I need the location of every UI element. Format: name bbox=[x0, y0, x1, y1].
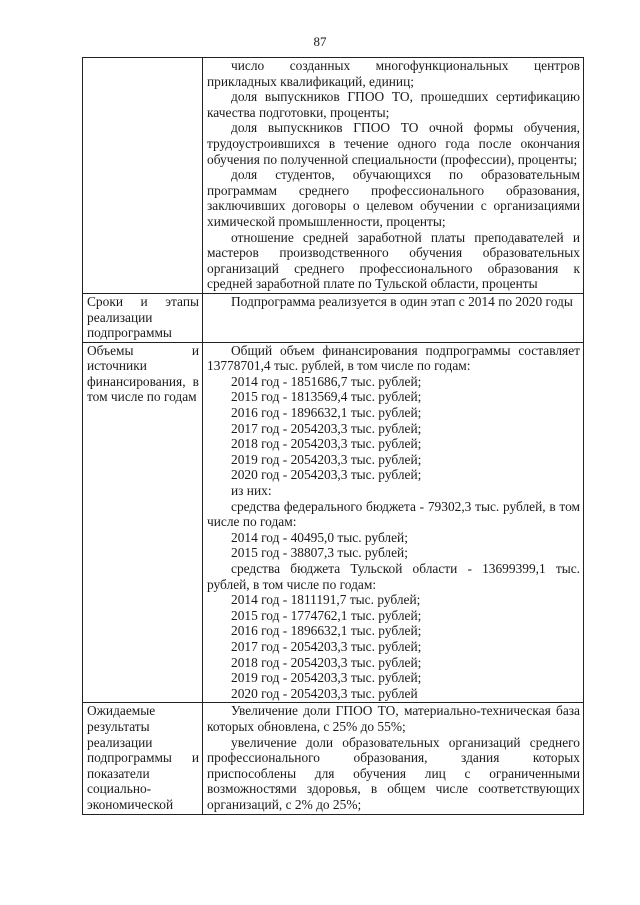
result-paragraph: Увеличение доли ГПОО ТО, материально-техническая база которых обновлена, с 25% до 55%; bbox=[207, 703, 580, 734]
of-them-label: из них: bbox=[231, 483, 272, 499]
year-line: 2016 год - 1896632,1 тыс. рублей; bbox=[231, 405, 422, 421]
year-line: 2019 год - 2054203,3 тыс. рублей; bbox=[231, 451, 422, 467]
table-row bbox=[83, 342, 584, 703]
terms-cell bbox=[203, 293, 584, 342]
indicator-paragraph: доля студентов, обучающихся по образовательным программам среднего профессионального образования, заключивших договоры о целевом обучении с организациями химической промышленности, проценты; bbox=[207, 167, 580, 229]
page-number: 87 bbox=[313, 34, 327, 49]
year-line: 2015 год - 1813569,4 тыс. рублей; bbox=[231, 389, 422, 405]
year-line: 2018 год - 2054203,3 тыс. рублей; bbox=[231, 436, 422, 452]
indicators-cell bbox=[203, 58, 584, 294]
result-paragraph: увеличение доли образовательных организаций среднего профессионального образования, здания которых приспособлены для обучения лиц с ограниченными возможностями здоровья, в общем числе соответствующих организаций, с 2% до 25%; bbox=[207, 734, 580, 812]
year-line: 2017 год - 2054203,3 тыс. рублей; bbox=[231, 638, 422, 654]
year-line: 2014 год - 1851686,7 тыс. рублей; bbox=[231, 373, 422, 389]
financing-total: Общий объем финансирования подпрограммы составляет 13778701,4 тыс. рублей, в том числе по годам: bbox=[207, 342, 580, 374]
year-line: 2020 год - 2054203,3 тыс. рублей bbox=[231, 685, 418, 701]
row-label-financing: Объемы и источники финансирования, в том числе по годам bbox=[83, 342, 203, 703]
table-row bbox=[83, 58, 584, 294]
table-row bbox=[83, 293, 584, 342]
row-label-empty bbox=[83, 58, 203, 294]
financing-cell bbox=[203, 342, 584, 703]
year-line: 2018 год - 2054203,3 тыс. рублей; bbox=[231, 654, 422, 670]
year-line: 2014 год - 1811191,7 тыс. рублей; bbox=[231, 592, 421, 608]
row-label-results: Ожидаемые результаты реализации подпрограммы и показатели социально-экономической bbox=[83, 703, 203, 814]
passport-table bbox=[82, 57, 584, 815]
year-line: 2016 год - 1896632,1 тыс. рублей; bbox=[231, 623, 422, 639]
table-row bbox=[83, 703, 584, 814]
indicator-paragraph: отношение средней заработной платы преподавателей и мастеров производственного обучения образовательных организаций среднего профессионального образования к средней заработной плате по Тульской области, проценты bbox=[207, 229, 580, 292]
regional-budget-paragraph: средства бюджета Тульской области - 13699399,1 тыс. рублей, в том числе по годам: bbox=[207, 561, 580, 592]
year-line: 2015 год - 1774762,1 тыс. рублей; bbox=[231, 607, 422, 623]
results-cell bbox=[203, 703, 584, 814]
indicator-paragraph: доля выпускников ГПОО ТО очной формы обучения, трудоустроившихся в течение одного года после окончания обучения по полученной специальности (профессии), проценты; bbox=[207, 120, 580, 167]
terms-paragraph: Подпрограмма реализуется в один этап с 2014 по 2020 годы bbox=[231, 293, 573, 309]
year-line: 2019 год - 2054203,3 тыс. рублей; bbox=[231, 670, 422, 686]
indicator-paragraph: число созданных многофункциональных центров прикладных квалификаций, единиц; bbox=[207, 58, 580, 89]
year-line: 2017 год - 2054203,3 тыс. рублей; bbox=[231, 420, 422, 436]
indicator-paragraph: доля выпускников ГПОО ТО, прошедших сертификацию качества подготовки, проценты; bbox=[207, 89, 580, 120]
federal-budget-paragraph: средства федерального бюджета - 79302,3 тыс. рублей, в том числе по годам: bbox=[207, 498, 580, 530]
row-label-terms: Сроки и этапы реализации подпрограммы bbox=[83, 293, 203, 342]
year-line: 2014 год - 40495,0 тыс. рублей; bbox=[231, 529, 408, 545]
year-line: 2020 год - 2054203,3 тыс. рублей; bbox=[231, 467, 422, 483]
year-line: 2015 год - 38807,3 тыс. рублей; bbox=[231, 545, 408, 561]
